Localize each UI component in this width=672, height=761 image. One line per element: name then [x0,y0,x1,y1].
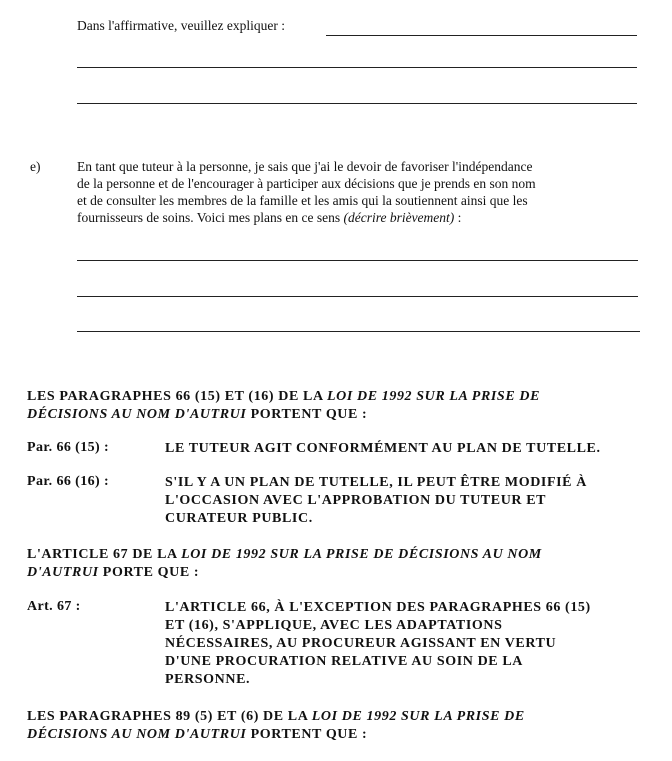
explain-answer-line-2[interactable] [77,67,637,68]
section2-intro [27,546,647,582]
section1-law-title-2: DÉCISIONS AU NOM D'AUTRUI [27,407,247,422]
section1-intro-a: LES PARAGRAPHES 66 (15) ET (16) DE LA [27,389,327,404]
item-e-colon: : [457,210,462,225]
section3-intro-a: LES PARAGRAPHES 89 (5) ET (6) DE LA [27,709,312,724]
section1-entry-2-line-2: L'OCCASION AVEC L'APPROBATION DU TUTEUR ET [165,493,547,508]
item-e-line-4 [77,209,647,226]
item-e-line-3: et de consulter les membres de la famille et les amis qui la soutiennent ainsi que les [77,193,528,208]
item-e-line-4-text: fournisseurs de soins. Voici mes plans en ce sens [77,210,341,225]
plans-answer-line-3[interactable] [77,331,640,332]
section3-intro [27,708,647,744]
section2-entry-1 [165,599,591,689]
section3-law-title-2: DÉCISIONS AU NOM D'AUTRUI [27,727,247,742]
section1-ref-2: Par. 66 (16) : [27,474,110,489]
section3-intro-b: PORTENT QUE : [246,727,368,742]
section1-intro-b: PORTENT QUE : [246,407,368,422]
section3-law-title-1: LOI DE 1992 SUR LA PRISE DE [311,709,525,724]
section2-intro-b: PORTE QUE : [98,565,200,580]
plans-answer-line-1[interactable] [77,260,638,261]
section2-law-title-2: D'AUTRUI [27,565,99,580]
item-e-italic-note: (décrire brièvement) [343,210,455,225]
explain-answer-line-3[interactable] [77,103,637,104]
item-e-marker: e) [30,159,41,174]
section2-law-title-1: LOI DE 1992 SUR LA PRISE DE DÉCISIONS AU NOM [181,547,542,562]
item-e-text [77,158,647,226]
explain-prompt: Dans l'affirmative, veuillez expliquer : [77,18,285,33]
section2-entry-1-line-3: NÉCESSAIRES, AU PROCUREUR AGISSANT EN VERTU [165,636,557,651]
section2-entry-1-line-5: PERSONNE. [165,672,251,687]
explain-answer-line-1[interactable] [326,35,637,36]
section1-entry-1-line-1: LE TUTEUR AGIT CONFORMÉMENT AU PLAN DE TUTELLE. [165,441,601,456]
section2-entry-1-line-2: ET (16), S'APPLIQUE, AVEC LES ADAPTATIONS [165,618,503,633]
section2-ref-1: Art. 67 : [27,599,81,614]
section2-entry-1-line-4: D'UNE PROCURATION RELATIVE AU SOIN DE LA [165,654,523,669]
section1-intro [27,388,647,424]
item-e-line-1: En tant que tuteur à la personne, je sais que j'ai le devoir de favoriser l'indépendance [77,159,533,174]
section1-entry-2-line-3: CURATEUR PUBLIC. [165,511,313,526]
item-e-line-2: de la personne et de l'encourager à participer aux décisions que je prends en son nom [77,176,536,191]
plans-answer-line-2[interactable] [77,296,638,297]
section2-entry-1-line-1: L'ARTICLE 66, À L'EXCEPTION DES PARAGRAPHES 66 (15) [165,600,591,615]
section1-law-title-1: LOI DE 1992 SUR LA PRISE DE [326,389,541,404]
section1-ref-1: Par. 66 (15) : [27,440,110,455]
section1-entry-1 [165,440,601,458]
section2-intro-a: L'ARTICLE 67 DE LA [27,547,182,562]
section1-entry-2-line-1: S'IL Y A UN PLAN DE TUTELLE, IL PEUT ÊTRE MODIFIÉ À [165,475,587,490]
section1-entry-2 [165,474,587,528]
